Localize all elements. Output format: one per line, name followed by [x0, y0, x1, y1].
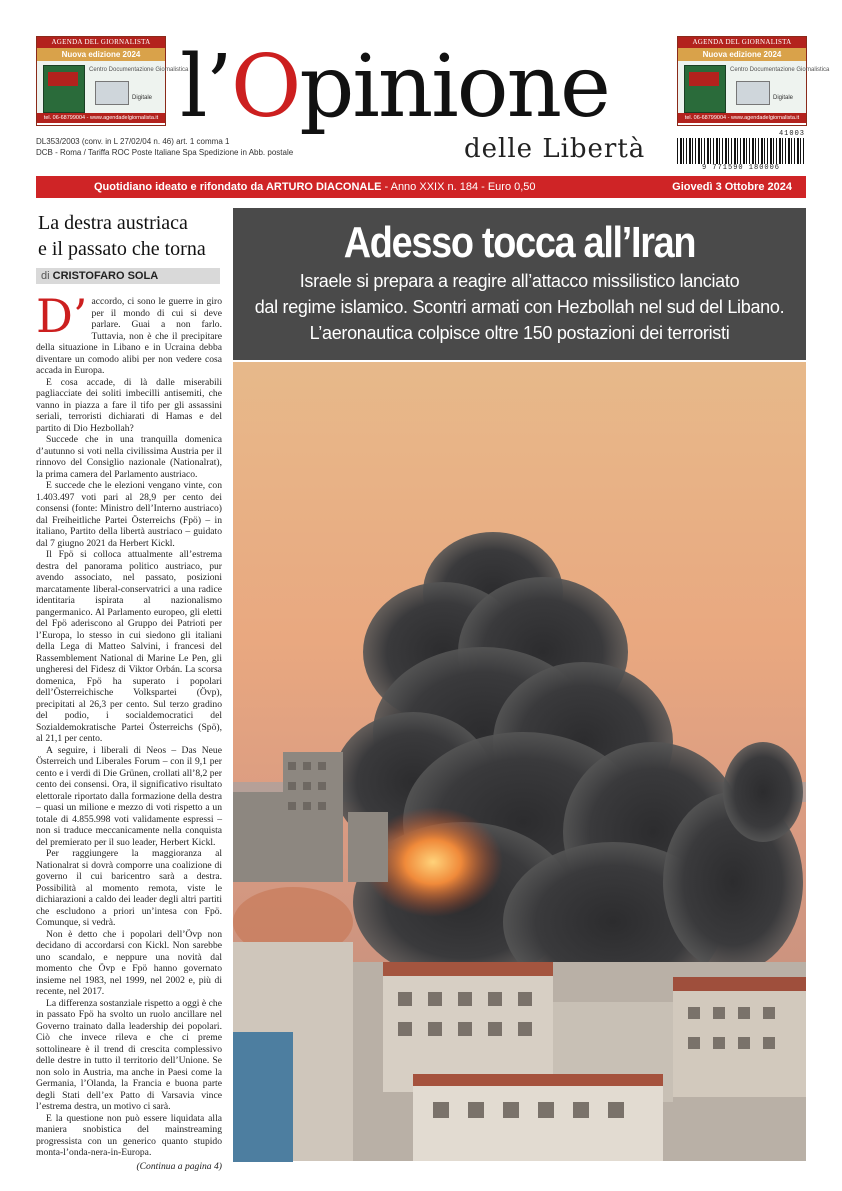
headline-line-2: e il passato che torna: [38, 238, 206, 260]
masthead-logo: [180, 37, 609, 137]
article-paragraph: La differenza sostanziale rispetto a oggi è che in passato Fpö ha svolto un ruolo ancillare nel Governo trainato dalla leadership dei popolari. Ciò che invece rileva e che ci preme sottolineare è il trend di crescita complessivo delle destre in tutto il territorio dell’Unione. Se non solo in Austria, ma anche in Paesi come la Germania, l’Olanda, la Francia e buona parte degli Stati dell’ex Patto di Varsavia vince l’estrema destra, un motivo ci sarà.: [36, 997, 222, 1112]
article-paragraph: Succede che in una tranquilla domenica d’autunno si voti nella civilissima Austria per il rinnovo del Consiglio nazionale (Nationalrat), la prima camera del Parlamento austriaco.: [36, 434, 222, 480]
author-name: CRISTOFARO SOLA: [52, 270, 159, 282]
ad-digital-label: Digitale: [773, 95, 794, 101]
article-paragraph: Per raggiungere la maggioranza al Nationalrat si dovrà comporre una coalizione di governo il cui baricentro sarà a destra. Possibilità al momento remota, viste le dichiarazioni a caldo dei leader degli altri partiti che escludono a priori un’intesa con Fpö. Comunque, si vedrà.: [36, 848, 222, 928]
main-headline: Adesso tocca all’Iran: [343, 218, 696, 267]
issue-bar: [36, 176, 806, 198]
article-paragraph: Non è detto che i popolari dell’Övp non decidano di accordarsi con Kickl. Non sarebbe uno scandalo, e neppure una novità dal momento che Övp e Fpö hanno governato insieme nel 1983, nel 1999, nel 2002 e, più di recente, nel 2017.: [36, 928, 222, 997]
main-subheadline: [245, 268, 794, 346]
laptop-icon: [95, 81, 129, 105]
laptop-icon: [736, 81, 770, 105]
logo-rest: pinione: [299, 37, 609, 137]
headline-line-1: La destra austriaca: [38, 212, 188, 234]
ad-edition: Nuova edizione 2024: [37, 48, 165, 61]
ad-title: AGENDA DEL GIORNALISTA: [37, 37, 165, 48]
agenda-ad-left[interactable]: [36, 36, 189, 126]
byline: [36, 268, 220, 284]
ad-contact: tel. 06-68799004 - www.agendadelgiornalista.it: [37, 113, 165, 123]
founder-name: ARTURO DIACONALE: [265, 181, 382, 193]
issue-date: Giovedì 3 Ottobre 2024: [672, 181, 792, 193]
article-paragraph: E succede che le elezioni vengano vinte, con 1.403.497 voti pari al 28,9 per cento dei consensi (fonte: Ministro dell’Interno austriaco) dal Freiheitliche Partei Österreichs (Fpö) – in italiano, Partito della libertà austriaco – guidato dal 7 giugno 2021 da Herbert Kickl.: [36, 480, 222, 549]
byline-prefix: di: [41, 270, 50, 282]
article-paragraph: E cosa accade, di là dalle miserabili pagliacciate dei soliti imbecilli antisemiti, che vanno in piazza a fare il tifo per gli assassini seriali, terroristi dichiarati di Hamas e del partito di Dio Hezbollah?: [36, 376, 222, 434]
logo-prefix: l’: [180, 37, 231, 137]
book-cover-icon: [43, 65, 85, 113]
subheadline-line-1: Israele si prepara a reagire all’attacco missilistico lanciato: [299, 271, 740, 291]
ad-title: AGENDA DEL GIORNALISTA: [678, 37, 806, 48]
legal-line-1: DL353/2003 (conv. in L 27/02/04 n. 46) art. 1 comma 1: [36, 137, 230, 146]
ad-contact: tel. 06-68799004 - www.agendadelgiornalista.it: [678, 113, 806, 123]
continued-link[interactable]: (Continua a pagina 4): [136, 1160, 222, 1172]
article-paragraph: accordo, ci sono le guerre in giro per il mondo di cui si deve parlare. Guai a non farlo. Tuttavia, non è che il precipitare della situazione in Libano e in Ucraina debba diventare un comodo alibi per non vedere cosa accada in Europa.: [36, 296, 222, 376]
side-article-headline[interactable]: [38, 210, 224, 262]
legal-line-2: DCB - Roma / Tariffa ROC Poste Italiane Spa Spedizione in Abb. postale: [36, 148, 294, 157]
ad-digital-label: Digitale: [132, 95, 153, 101]
article-paragraph: Il Fpö si colloca attualmente all’estrema destra del panorama politico austriaco, pur avendo associato, nel passato, posizioni marcatamente liberal-conservatrici a una radice identitaria ispirata al nazionalismo pangermanico. Al Parlamento europeo, gli eletti del Fpö aderiscono al Gruppo dei Patrioti per l’Europa, lo stesso in cui siedono gli italiani della Lega di Matteo Salvini, i francesi del Rassemblement National di Marine Le Pen, gli ungheresi del Fidesz di Viktor Orbán. La scorsa domenica, Fpö ha superato i popolari dell’Österreichische Volkspartei (Övp), precipitati al 26,3 per cento. Sul terzo gradino del podio, i socialdemocratici del Sozialdemokratische Partei Österreichs (Spö), al 21,1 per cento.: [36, 549, 222, 744]
barcode-issue: 41003: [778, 130, 805, 138]
ad-brand: Centro Documentazione Giornalistica: [730, 67, 830, 73]
ad-edition: Nuova edizione 2024: [678, 48, 806, 61]
article-paragraph: A seguire, i liberali di Neos – Das Neue Österreich und Liberales Forum – con il 9,1 per cento e i verdi di Die Grünen, crollati all’8,2 per cento dei consensi. Ora, il significativo risultato elettorale riportato dalla formazione della destra – quasi un milione e mezzo di voti rispetto a un totale di 4.855.998 voti validamente espressi – non si traduce meccanicamente nella conquista del premierato per il suo leader, Herbert Kickl.: [36, 744, 222, 848]
main-photo: [233, 362, 806, 1161]
drop-cap: D’: [36, 289, 88, 343]
subheadline-line-2: dal regime islamico. Scontri armati con Hezbollah nel sud del Libano.: [254, 297, 785, 317]
subheadline-line-3: L’aeronautica colpisce oltre 150 postazioni dei terroristi: [309, 323, 730, 343]
barcode-bars-icon: [677, 138, 805, 164]
side-article-body: [36, 289, 222, 1172]
postal-legal: [36, 136, 336, 158]
founded-prefix: Quotidiano ideato e rifondato da: [94, 181, 266, 193]
article-paragraph: E la questione non può essere liquidata alla maniera snobistica del mainstreaming progressista con un generico quanto stupido monta-l’onda-nera-in-Europa.: [36, 1112, 222, 1158]
smoke-explosion-image: [233, 362, 806, 1161]
book-cover-icon: [684, 65, 726, 113]
main-headline-box[interactable]: [233, 208, 806, 360]
masthead-subtitle: delle Libertà: [464, 134, 646, 164]
issue-info: [94, 176, 536, 198]
ad-brand: Centro Documentazione Giornalistica: [89, 67, 189, 73]
barcode-digits: 9 771590 180006: [701, 164, 780, 172]
logo-red-o: O: [230, 37, 300, 137]
barcode: [677, 130, 805, 172]
agenda-ad-right[interactable]: [677, 36, 830, 126]
issue-number: - Anno XXIX n. 184 - Euro 0,50: [381, 181, 536, 193]
